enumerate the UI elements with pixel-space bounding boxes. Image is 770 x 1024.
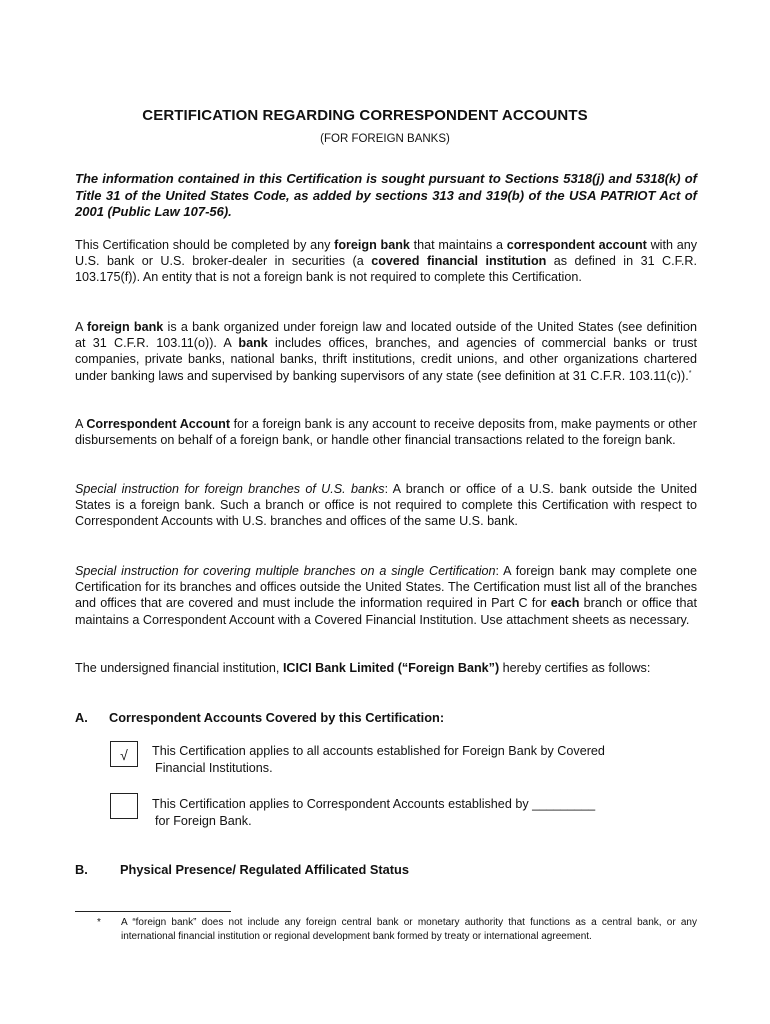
- footnote-divider: [75, 911, 231, 912]
- document-subtitle: (FOR FOREIGN BANKS): [320, 133, 450, 145]
- paragraph-special-instruction-multiple-branches: Special instruction for covering multiple branches on a single Certification: A foreign bank may complete one Certification for its branches and offices outside the United States. The Certification must list all of the branches and offices that are covered and must include the information required in Part C for each branch or office that maintains a Correspondent Account with a Covered Financial Institution. Use attachment sheets as necessary.: [75, 564, 697, 627]
- paragraph-foreign-bank-definition: A foreign bank is a bank organized under foreign law and located outside of the United States (see definition at 31 C.F.R. 103.11(o)). A bank includes offices, branches, and agencies of commercial banks or trust companies, private banks, national banks, thrift institutions, credit unions, and other organizations chartered under banking laws and supervised by banking supervisors of any state (see definition at 31 C.F.R. 103.11(c)).*: [75, 320, 697, 383]
- intro-paragraph: The information contained in this Certification is sought pursuant to Sections 5318(j) and 5318(k) of Title 31 of the United States Code, as added by sections 313 and 319(b) of the USA PATRIOT Act of 2001 (Public Law 107-56).: [75, 171, 697, 220]
- footnote-text: A “foreign bank” does not include any foreign central bank or monetary authority that functions as a central bank, or any international financial institution or regional development bank formed by treaty or international agreement.: [121, 917, 697, 942]
- section-a-title: Correspondent Accounts Covered by this Certification:: [109, 710, 445, 725]
- paragraph-scope: This Certification should be completed by any foreign bank that maintains a correspondent account with any U.S. bank or U.S. broker-dealer in securities (a covered financial institution as defined in 31 C.F.R. 103.175(f)). An entity that is not a foreign bank is not required to complete this Certification.: [75, 238, 698, 285]
- option-all-accounts-label: This Certification applies to all accounts established for Foreign Bank by Covered Financial Institutions.: [152, 744, 605, 775]
- section-a-letter: A.: [75, 710, 88, 725]
- option-specific-accounts-checkbox[interactable]: [110, 793, 138, 819]
- option-specific-accounts-label: This Certification applies to Correspondent Accounts established by _________ for Foreign Bank.: [152, 797, 596, 828]
- paragraph-certifying-institution: The undersigned financial institution, ICICI Bank Limited (“Foreign Bank”) hereby certifies as follows:: [75, 661, 651, 675]
- checkmark-icon: √: [120, 747, 128, 763]
- paragraph-correspondent-account-definition: A Correspondent Account for a foreign bank is any account to receive deposits from, make payments or other disbursements on behalf of a foreign bank, or handle other financial transactions related to the foreign bank.: [75, 417, 697, 448]
- option-all-accounts-checkbox[interactable]: [110, 741, 138, 767]
- footnote-reference: *: [688, 369, 692, 377]
- section-b-letter: B.: [75, 862, 88, 877]
- document-title: CERTIFICATION REGARDING CORRESPONDENT ACCOUNTS: [142, 107, 588, 124]
- section-b-title: Physical Presence/ Regulated Affilicated Status: [120, 862, 409, 877]
- footnote-mark: *: [97, 917, 101, 928]
- paragraph-special-instruction-us-branches: Special instruction for foreign branches of U.S. banks: A branch or office of a U.S. bank outside the United States is a foreign bank. Such a branch or office is not required to complete this Certification with respect to Correspondent Accounts with U.S. branches and offices of the same U.S. bank.: [75, 482, 697, 529]
